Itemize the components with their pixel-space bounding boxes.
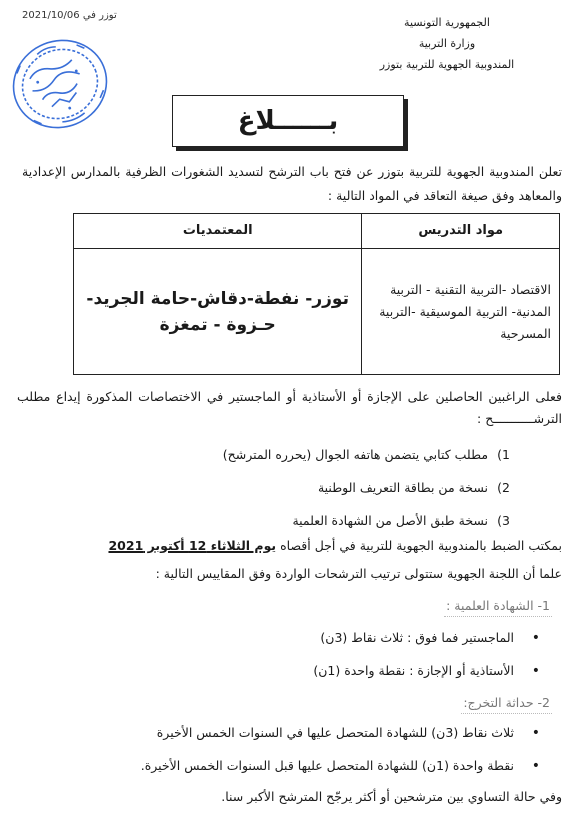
intro-paragraph: تعلن المندوبية الجهوية للتربية بتوزر عن فتح باب الترشح لتسديد الشغورات الظرفية بالمدارس الإعدادية والمعاهد وفق صيغة التعاقد في المواد التالية : <box>22 164 562 203</box>
table-row <box>74 249 560 375</box>
applicants-paragraph: فعلى الراغبين الحاصلين على الإجازة أو الأستاذية أو الماجستير في الاختصاصات المذكورة إيداع مطلب الترشـــــــــــح : <box>17 389 562 426</box>
list-item <box>40 627 540 649</box>
table-cell-subjects: الاقتصاد -التربية التقنية - التربية المدنية- التربية الموسيقية -التربية المسرحية <box>362 249 560 375</box>
list-item <box>40 660 540 682</box>
list-item <box>80 504 510 537</box>
list-item-text: نسخة من بطاقة التعريف الوطنية <box>317 480 489 495</box>
list-item-number: 2) <box>497 480 510 495</box>
bullet-icon: • <box>531 630 540 646</box>
list-item-text: ثلاث نقاط (3ن) للشهادة المتحصل عليها في السنوات الخمس الأخيرة <box>156 725 515 740</box>
list-item <box>80 471 510 504</box>
deadline-prefix: بمكتب الضبط بالمندوبية الجهوية للتربية في أجل أقصاه <box>280 538 562 553</box>
list-item-text: نقطة واحدة (1ن) للشهادة المتحصل عليها قبل السنوات الخمس الأخيرة. <box>140 758 515 773</box>
header-line-republic: الجمهورية التونسية <box>404 16 490 29</box>
table-cell-places: توزر- نفطة-دقاش-حامة الجريد-حـزوة - تمغزة <box>74 249 362 375</box>
list-item-number: 3) <box>497 513 510 528</box>
subjects-table <box>73 213 560 375</box>
requirements-list <box>80 438 510 537</box>
deadline-paragraph <box>17 535 562 557</box>
list-item-text: مطلب كتابي يتضمن هاتفه الجوال (يحرره المترشح) <box>222 447 489 462</box>
bullet-icon: • <box>531 663 540 679</box>
header-line-delegation: المندوبية الجهوية للتربية بتوزر <box>379 58 515 71</box>
notice-title: بــــــلاغ <box>172 95 404 147</box>
bullet-icon: • <box>531 758 540 774</box>
table-header-row <box>74 214 560 249</box>
section-title-graduation: 2- حداثة التخرج: <box>461 692 552 714</box>
official-stamp-icon <box>4 28 116 140</box>
bullet-icon: • <box>531 725 540 741</box>
header-line-ministry: وزارة التربية <box>418 37 476 50</box>
tie-break-paragraph: وفي حالة التساوي بين مترشحين أو أكثر يرجّح المترشح الأكبر سنا. <box>221 789 562 804</box>
document-date: توزر في 2021/10/06 <box>22 10 117 21</box>
list-item-text: الأستاذية أو الإجازة : نقطة واحدة (1ن) <box>313 663 515 678</box>
list-item <box>40 722 540 744</box>
deadline-date: يوم الثلاثاء 12 أكتوبر 2021 <box>108 538 277 553</box>
ministry-header <box>332 12 562 75</box>
list-item-number: 1) <box>497 447 510 462</box>
list-item-text: الماجستير فما فوق : ثلاث نقاط (3ن) <box>320 630 515 645</box>
list-item <box>80 438 510 471</box>
list-item <box>40 755 540 777</box>
committee-paragraph: علما أن اللجنة الجهوية ستتولى ترتيب الترشحات الواردة وفق المقاييس التالية : <box>155 566 562 581</box>
section-title-degree: 1- الشهادة العلمية : <box>444 595 552 617</box>
table-header-places: المعتمديات <box>74 214 362 249</box>
list-item-text: نسخة طبق الأصل من الشهادة العلمية <box>292 513 489 528</box>
table-header-subjects: مواد التدريس <box>362 214 560 249</box>
